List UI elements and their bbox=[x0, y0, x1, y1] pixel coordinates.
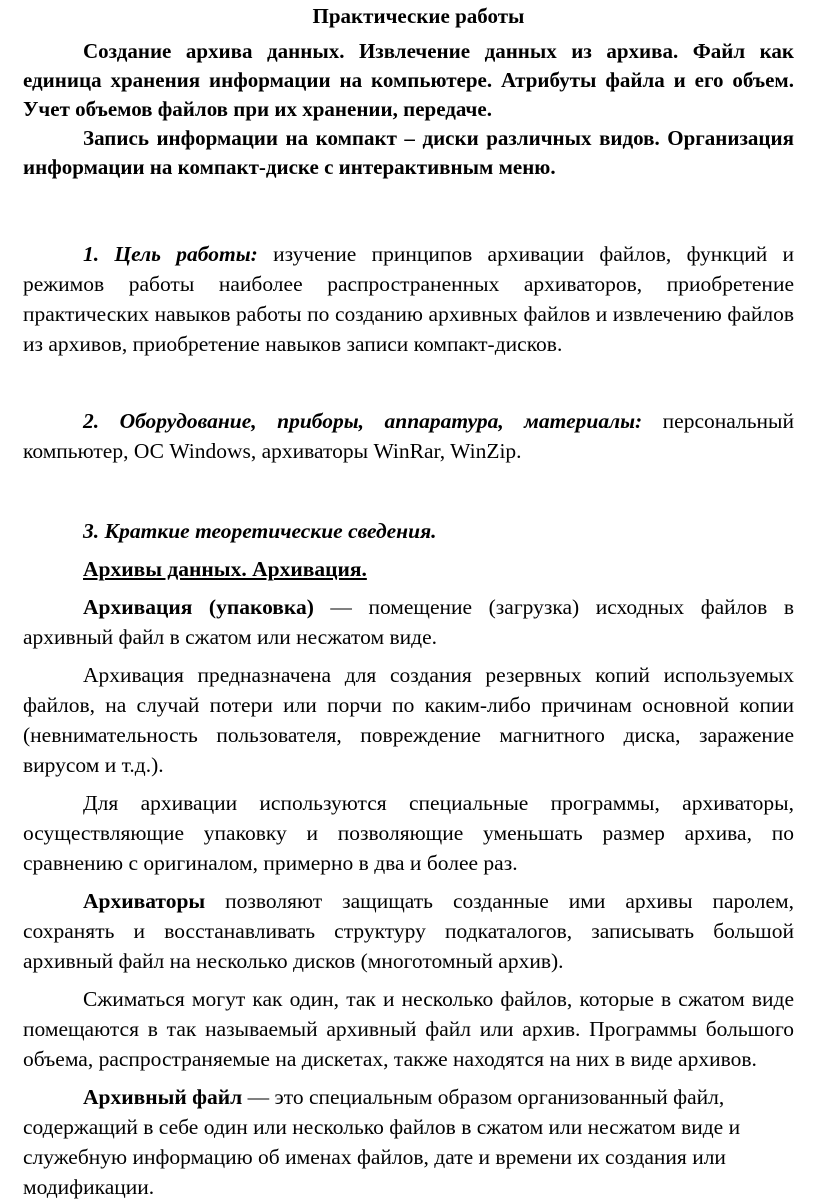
paragraph-archiving-purpose: Архивация предназначена для создания резервных копий используемых файлов, на случай потери или порчи по каким-либо причинам основной копии (невнимательность пользователя, повреждение магнитного диска, заражение вирусом и т.д.). bbox=[23, 663, 794, 777]
section-1-text: изучение принципов архивации файлов, функций и режимов работы наиболее распространенных архиваторов, приобретение практических навыков работы по созданию архивных файлов и извлечению файлов из архивов, приобретение навыков записи компакт-дисков. bbox=[23, 242, 794, 356]
section-3-label: 3. Краткие теоретические сведения. bbox=[83, 519, 437, 543]
document-title: Практические работы bbox=[312, 4, 525, 28]
term-archivers: Архиваторы bbox=[83, 889, 206, 913]
section-2-label: 2. Оборудование, приборы, аппаратура, материалы: bbox=[83, 409, 643, 433]
document-page bbox=[0, 4, 816, 1202]
section-3-heading bbox=[23, 516, 794, 546]
archiving-definition-text: — помещение (загрузка) исходных файлов в архивный файл в сжатом или несжатом виде. bbox=[23, 595, 794, 649]
subsection-heading-paragraph bbox=[23, 554, 794, 584]
topic-heading-2: Запись информации на компакт – диски различных видов. Организация информации на компакт-диске с интерактивным меню. bbox=[23, 126, 794, 179]
section-2-paragraph bbox=[23, 406, 794, 466]
paragraph-archive-file bbox=[23, 1082, 794, 1202]
term-archive-file: Архивный файл bbox=[83, 1085, 243, 1109]
paragraph-archivers bbox=[23, 886, 794, 976]
topic-heading-1: Создание архива данных. Извлечение данных из архива. Файл как единица хранения информации на компьютере. Атрибуты файла и его объем. Учет объемов файлов при их хранении, передаче. bbox=[23, 39, 794, 121]
subsection-heading: Архивы данных. Архивация. bbox=[83, 557, 367, 581]
term-archiving: Архивация (упаковка) bbox=[83, 595, 314, 619]
archivers-text: позволяют защищать созданные ими архивы паролем, сохранять и восстанавливать структуру подкаталогов, записывать большой архивный файл на несколько дисков (многотомный архив). bbox=[23, 889, 794, 973]
section-1-paragraph bbox=[23, 239, 794, 359]
section-2-text: персональный компьютер, ОС Windows, архиваторы WinRar, WinZip. bbox=[23, 409, 794, 463]
paragraph-compression: Сжиматься могут как один, так и несколько файлов, которые в сжатом виде помещаются в так называемый архивный файл или архив. Программы большого объема, распространяемые на дискетах, также находятся на них в виде архивов. bbox=[23, 987, 794, 1071]
paragraph-archiving-programs: Для архивации используются специальные программы, архиваторы, осуществляющие упаковку и позволяющие уменьшать размер архива, по сравнению с оригиналом, примерно в два и более раз. bbox=[23, 791, 794, 875]
archive-file-text: — это специальным образом организованный файл, содержащий в себе один или несколько файлов в сжатом или несжатом виде и служебную информацию об именах файлов, дате и времени их создания или модификации. bbox=[23, 1085, 741, 1199]
section-1-label: 1. Цель работы: bbox=[83, 242, 258, 266]
paragraph-archiving-definition bbox=[23, 592, 794, 652]
